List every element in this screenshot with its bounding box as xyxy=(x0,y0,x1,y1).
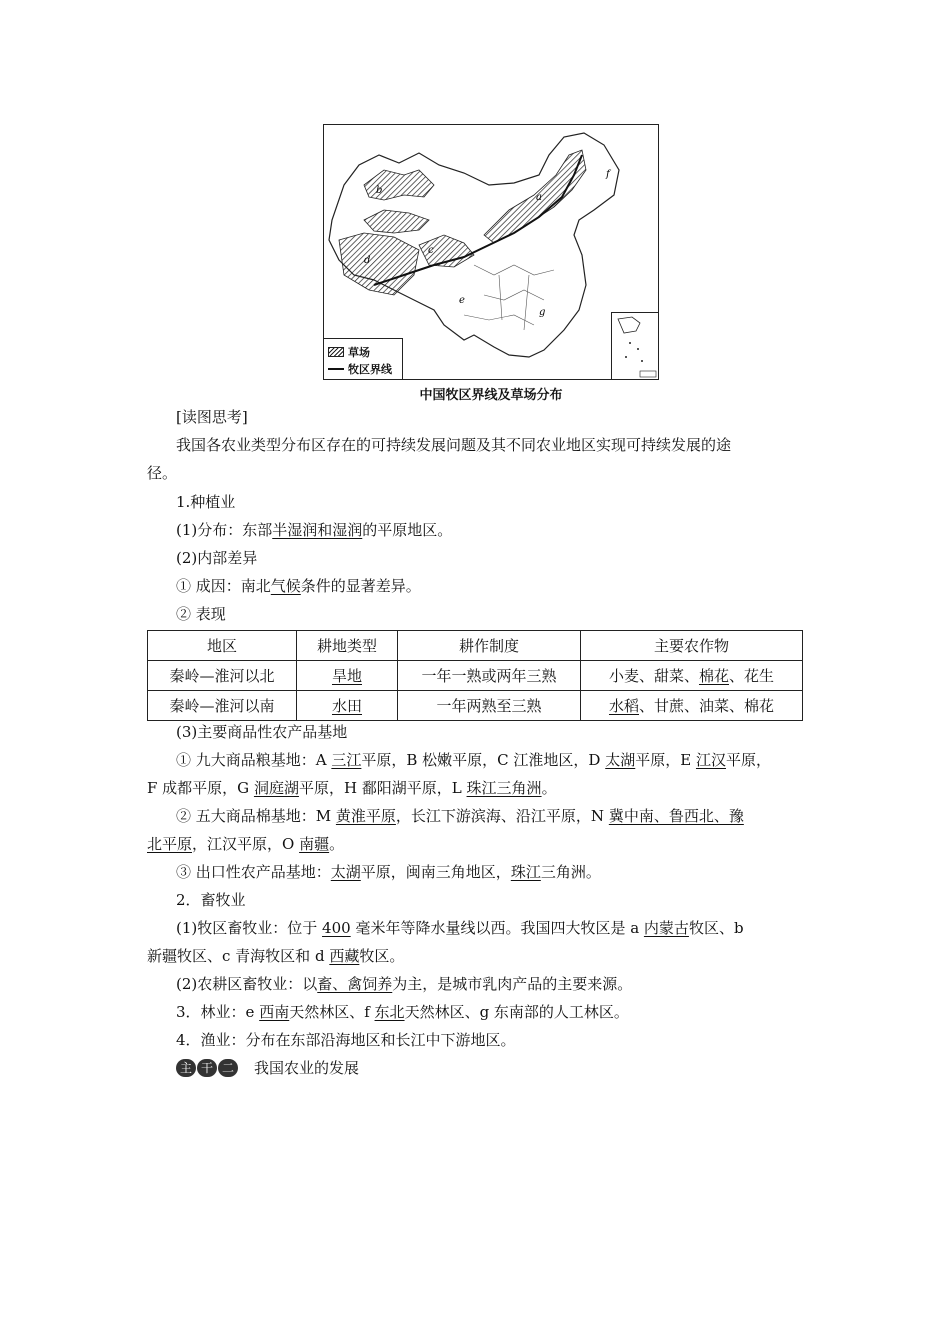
table-header-row xyxy=(148,631,803,661)
hatch-swatch-icon xyxy=(328,347,344,357)
answer-blank: 气候 xyxy=(270,577,301,595)
planting-cause: ① 成因：南北气候条件的显著差异。 xyxy=(176,577,421,595)
legend-grassland: 草场 xyxy=(348,346,370,359)
label-e: e xyxy=(459,295,465,306)
header-crops: 主要农作物 xyxy=(581,631,803,661)
header-system: 耕作制度 xyxy=(398,631,581,661)
planting-distribution: (1)分布：东部半湿润和湿润的平原地区。 xyxy=(176,521,453,539)
intro-line-2: 径。 xyxy=(147,464,178,482)
table-row xyxy=(148,661,803,691)
table-row xyxy=(148,691,803,721)
read-think-heading: [读图思考] xyxy=(176,408,248,426)
cell-land: 旱地 xyxy=(297,661,398,691)
planting-perf-title: ② 表现 xyxy=(176,605,226,623)
header-land: 耕地类型 xyxy=(297,631,398,661)
livestock-line-3: (2)农耕区畜牧业：以畜、禽饲养为主，是城市乳肉产品的主要来源。 xyxy=(176,975,633,993)
planting-diff-title: (2)内部差异 xyxy=(176,549,258,567)
map-caption: 中国牧区界线及草场分布 xyxy=(419,388,563,403)
export-bases: ③ 出口性农产品基地：太湖平原，闽南三角地区，珠江三角洲。 xyxy=(176,863,601,881)
livestock-line-1: (1)牧区畜牧业：位于 400 毫米年等降水量线以西。我国四大牧区是 a 内蒙古牧区、b xyxy=(176,919,744,937)
intro-line-1: 我国各农业类型分布区存在的可持续发展问题及其不同农业地区实现可持续发展的途 xyxy=(176,436,732,454)
livestock-line-2: 新疆牧区、c 青海牧区和 d 西藏牧区。 xyxy=(147,947,405,965)
cell-system: 一年一熟或两年三熟 xyxy=(398,661,581,691)
grain-bases-line-2: F 成都平原，G 洞庭湖平原，H 鄱阳湖平原，L 珠江三角洲。 xyxy=(147,779,557,797)
planting-title: 1.种植业 xyxy=(176,493,236,511)
section-title: 我国农业的发展 xyxy=(254,1059,360,1077)
label-d: d xyxy=(364,255,371,266)
bases-title: (3)主要商品性农产品基地 xyxy=(176,723,348,741)
boundary-line-icon xyxy=(328,368,344,370)
label-f: f xyxy=(606,169,610,180)
cotton-bases-line-2: 北平原，江汉平原，O 南疆。 xyxy=(147,835,345,853)
grain-bases-line-1: ① 九大商品粮基地：A 三江平原，B 松嫩平原，C 江淮地区，D 太湖平原，E 江汉平原， xyxy=(176,751,771,769)
label-b: b xyxy=(376,185,383,196)
cell-land: 水田 xyxy=(297,691,398,721)
answer-blank: 半湿润和湿润 xyxy=(272,521,363,539)
legend-boundary: 牧区界线 xyxy=(348,363,392,376)
crop-table xyxy=(147,630,803,721)
fishery-line: 4．渔业：分布在东部沿海地区和长江中下游地区。 xyxy=(176,1031,516,1049)
south-sea-inset-drawing xyxy=(612,313,658,379)
cell-region: 秦岭—淮河以北 xyxy=(148,661,297,691)
section-heading xyxy=(176,1057,359,1078)
map-legend xyxy=(324,338,403,379)
header-region: 地区 xyxy=(148,631,297,661)
south-sea-inset xyxy=(611,312,658,379)
cell-region: 秦岭—淮河以南 xyxy=(148,691,297,721)
label-a: a xyxy=(536,192,542,203)
cell-system: 一年两熟至三熟 xyxy=(398,691,581,721)
label-c: c xyxy=(428,245,434,256)
livestock-title: 2．畜牧业 xyxy=(176,891,246,909)
forestry-line: 3．林业：e 西南天然林区、f 东北天然林区、g 东南部的人工林区。 xyxy=(176,1003,629,1021)
cotton-bases-line-1: ② 五大商品棉基地：M 黄淮平原，长江下游滨海、沿江平原，N 冀中南、鲁西北、豫 xyxy=(176,807,744,825)
cell-crops: 水稻、甘蔗、油菜、棉花 xyxy=(581,691,803,721)
label-g: g xyxy=(539,307,546,318)
china-pasture-map xyxy=(323,124,659,380)
cell-crops: 小麦、甜菜、棉花、花生 xyxy=(581,661,803,691)
section-badge: 主 干 二 xyxy=(176,1059,238,1077)
